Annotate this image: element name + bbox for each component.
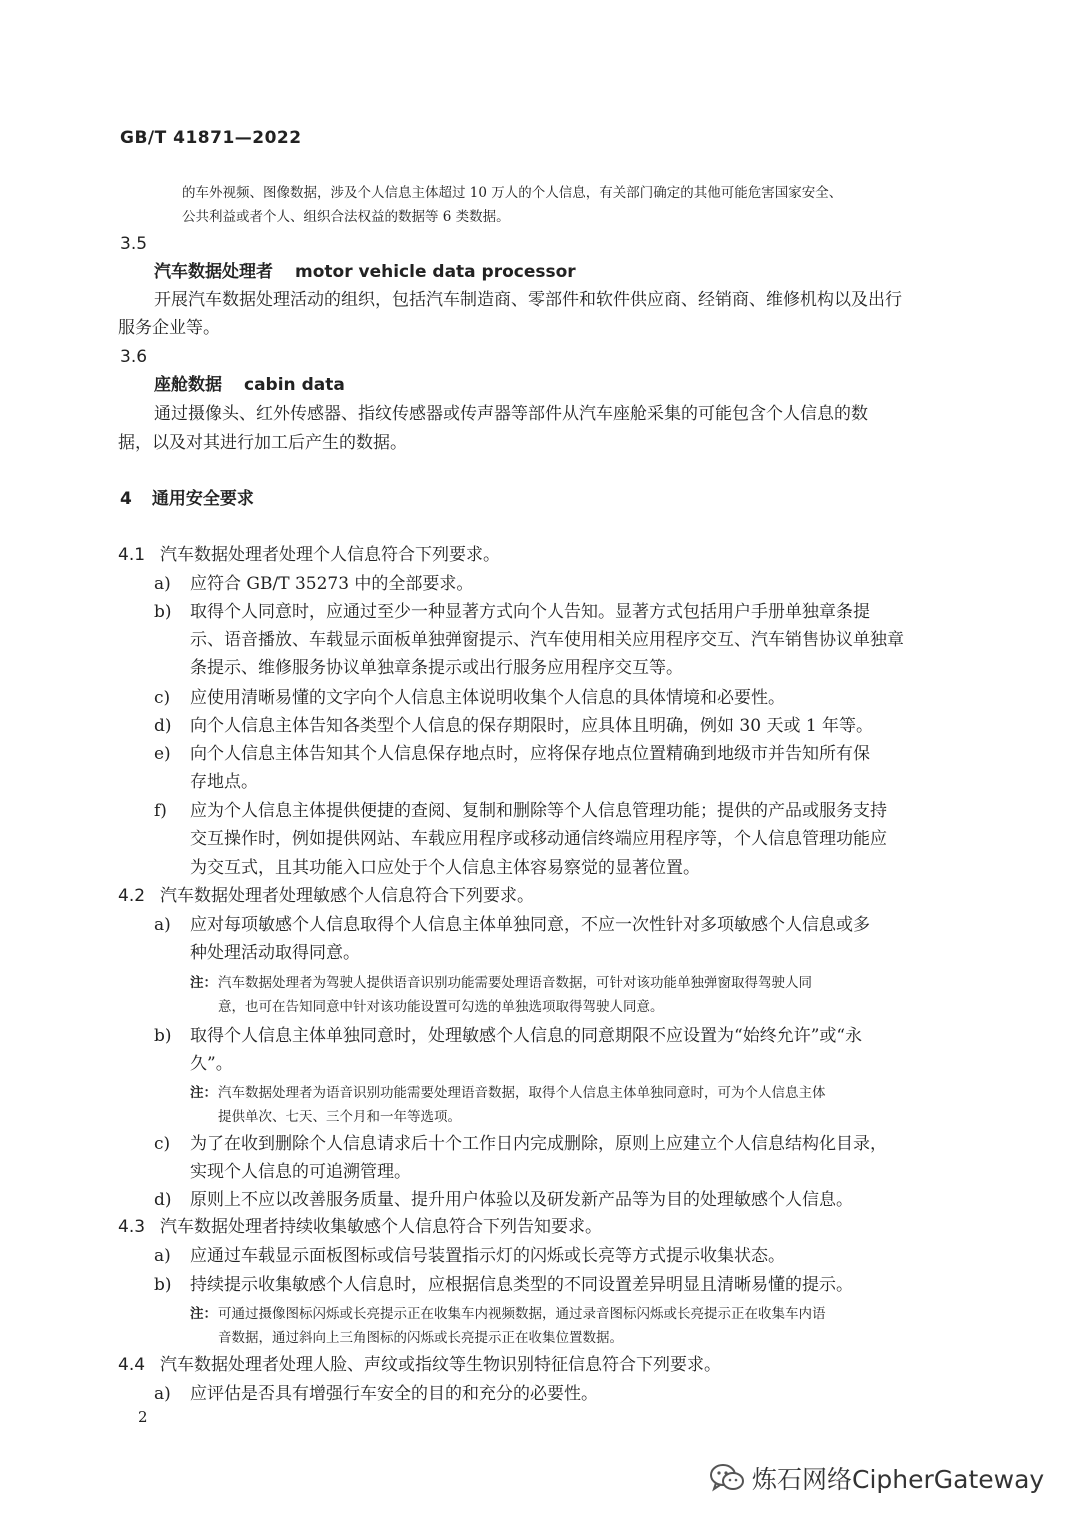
clause-number: 3.6 (120, 347, 148, 367)
list-item-text: 示、语音播放、车载显示面板单独弹窗提示、汽车使用相关应用程序交互、汽车销售协议单独章 (190, 630, 904, 650)
list-item-text: 实现个人信息的可追溯管理。 (190, 1162, 411, 1182)
term-chinese: 汽车数据处理者 (154, 262, 273, 282)
term-chinese: 座舱数据 (154, 375, 222, 395)
list-item-text: 应评估是否具有增强行车安全的目的和充分的必要性。 (190, 1384, 598, 1404)
list-item-text: 交互操作时，例如提供网站、车载应用程序或移动通信终端应用程序等，个人信息管理功能应 (190, 829, 887, 849)
list-label: f) (154, 801, 167, 821)
page-number: 2 (138, 1408, 148, 1426)
term-english: motor vehicle data processor (295, 262, 576, 282)
note-text: 汽车数据处理者为驾驶人提供语音识别功能需要处理语音数据，可针对该功能单独弹窗取得驾驶人同 (218, 975, 812, 991)
list-label: d) (154, 716, 172, 736)
continuation-line: 公共利益或者个人、组织合法权益的数据等 6 类数据。 (182, 209, 510, 225)
clause-number: 4.1 (118, 545, 146, 565)
definition-line: 服务企业等。 (118, 318, 220, 338)
wechat-icon (708, 1462, 746, 1494)
definition-line: 通过摄像头、红外传感器、指纹传感器或传声器等部件从汽车座舱采集的可能包含个人信息的数 (154, 404, 868, 424)
list-label: a) (154, 1384, 171, 1404)
list-label: c) (154, 688, 171, 708)
note-label: 注： (190, 975, 217, 991)
term-english: cabin data (244, 375, 345, 395)
list-item-text: 应通过车载显示面板图标或信号装置指示灯的闪烁或长亮等方式提示收集状态。 (190, 1246, 785, 1266)
list-label: a) (154, 915, 171, 935)
list-item-text: 种处理活动取得同意。 (190, 943, 360, 963)
list-item-text: 久”。 (190, 1054, 233, 1074)
definition-line: 开展汽车数据处理活动的组织，包括汽车制造商、零部件和软件供应商、经销商、维修机构以及出行 (154, 290, 902, 310)
term-heading (154, 262, 576, 282)
watermark (708, 1458, 1058, 1498)
list-item-text: 条提示、维修服务协议单独章条提示或出行服务应用程序交互等。 (190, 658, 683, 678)
clause-intro: 汽车数据处理者处理敏感个人信息符合下列要求。 (160, 886, 534, 906)
list-label: d) (154, 1190, 172, 1210)
list-item-text: 原则上不应以改善服务质量、提升用户体验以及研发新产品等为目的处理敏感个人信息。 (190, 1190, 853, 1210)
clause-intro: 汽车数据处理者处理人脸、声纹或指纹等生物识别特征信息符合下列要求。 (160, 1355, 721, 1375)
list-item-text: 向个人信息主体告知其个人信息保存地点时，应将保存地点位置精确到地级市并告知所有保 (190, 744, 870, 764)
note-label: 注： (190, 1306, 217, 1322)
list-item-text: 取得个人同意时，应通过至少一种显著方式向个人告知。显著方式包括用户手册单独章条提 (190, 602, 870, 622)
list-label: a) (154, 574, 171, 594)
note-text: 提供单次、七天、三个月和一年等选项。 (218, 1109, 461, 1125)
note-text: 汽车数据处理者为语音识别功能需要处理语音数据，取得个人信息主体单独同意时，可为个人信息主体 (218, 1085, 826, 1101)
clause-intro: 汽车数据处理者持续收集敏感个人信息符合下列告知要求。 (160, 1217, 602, 1237)
list-item-text: 持续提示收集敏感个人信息时，应根据信息类型的不同设置差异明显且清晰易懂的提示。 (190, 1275, 853, 1295)
section-heading (120, 489, 254, 509)
list-item-text: 存地点。 (190, 772, 258, 792)
list-label: b) (154, 602, 172, 622)
list-label: a) (154, 1246, 171, 1266)
note-text: 音数据，通过斜向上三角图标的闪烁或长亮提示正在收集位置数据。 (218, 1330, 623, 1346)
standard-id-header: GB/T 41871—2022 (120, 128, 302, 148)
list-item-text: 应为个人信息主体提供便捷的查阅、复制和删除等个人信息管理功能；提供的产品或服务支持 (190, 801, 887, 821)
list-label: c) (154, 1134, 171, 1154)
definition-line: 据，以及对其进行加工后产生的数据。 (118, 433, 407, 453)
list-item-text: 应对每项敏感个人信息取得个人信息主体单独同意，不应一次性针对多项敏感个人信息或多 (190, 915, 870, 935)
clause-number: 4.3 (118, 1217, 146, 1237)
clause-number: 3.5 (120, 234, 148, 254)
note-text: 意，也可在告知同意中针对该功能设置可勾选的单独选项取得驾驶人同意。 (218, 999, 664, 1015)
note-label: 注： (190, 1085, 217, 1101)
list-label: e) (154, 744, 171, 764)
clause-number: 4.2 (118, 886, 146, 906)
list-item-text: 应符合 GB/T 35273 中的全部要求。 (190, 574, 474, 594)
list-item-text: 为交互式，且其功能入口应处于个人信息主体容易察觉的显著位置。 (190, 858, 700, 878)
section-number: 4 (120, 489, 132, 509)
list-item-text: 为了在收到删除个人信息请求后十个工作日内完成删除，原则上应建立个人信息结构化目录， (190, 1134, 887, 1154)
continuation-line: 的车外视频、图像数据，涉及个人信息主体超过 10 万人的个人信息，有关部门确定的其他可能危害国家安全、 (182, 185, 843, 201)
clause-number: 4.4 (118, 1355, 146, 1375)
clause-intro: 汽车数据处理者处理个人信息符合下列要求。 (160, 545, 500, 565)
section-title: 通用安全要求 (151, 489, 254, 509)
list-item-text: 应使用清晰易懂的文字向个人信息主体说明收集个人信息的具体情境和必要性。 (190, 688, 785, 708)
list-label: b) (154, 1026, 172, 1046)
list-item-text: 取得个人信息主体单独同意时，处理敏感个人信息的同意期限不应设置为“始终允许”或“永 (190, 1026, 863, 1046)
note-text: 可通过摄像图标闪烁或长亮提示正在收集车内视频数据，通过录音图标闪烁或长亮提示正在收集车内语 (218, 1306, 826, 1322)
watermark-text: 炼石网络CipherGateway (752, 1465, 1045, 1494)
list-label: b) (154, 1275, 172, 1295)
list-item-text: 向个人信息主体告知各类型个人信息的保存期限时，应具体且明确，例如 30 天或 1 年等。 (190, 716, 874, 736)
term-heading (154, 375, 345, 395)
